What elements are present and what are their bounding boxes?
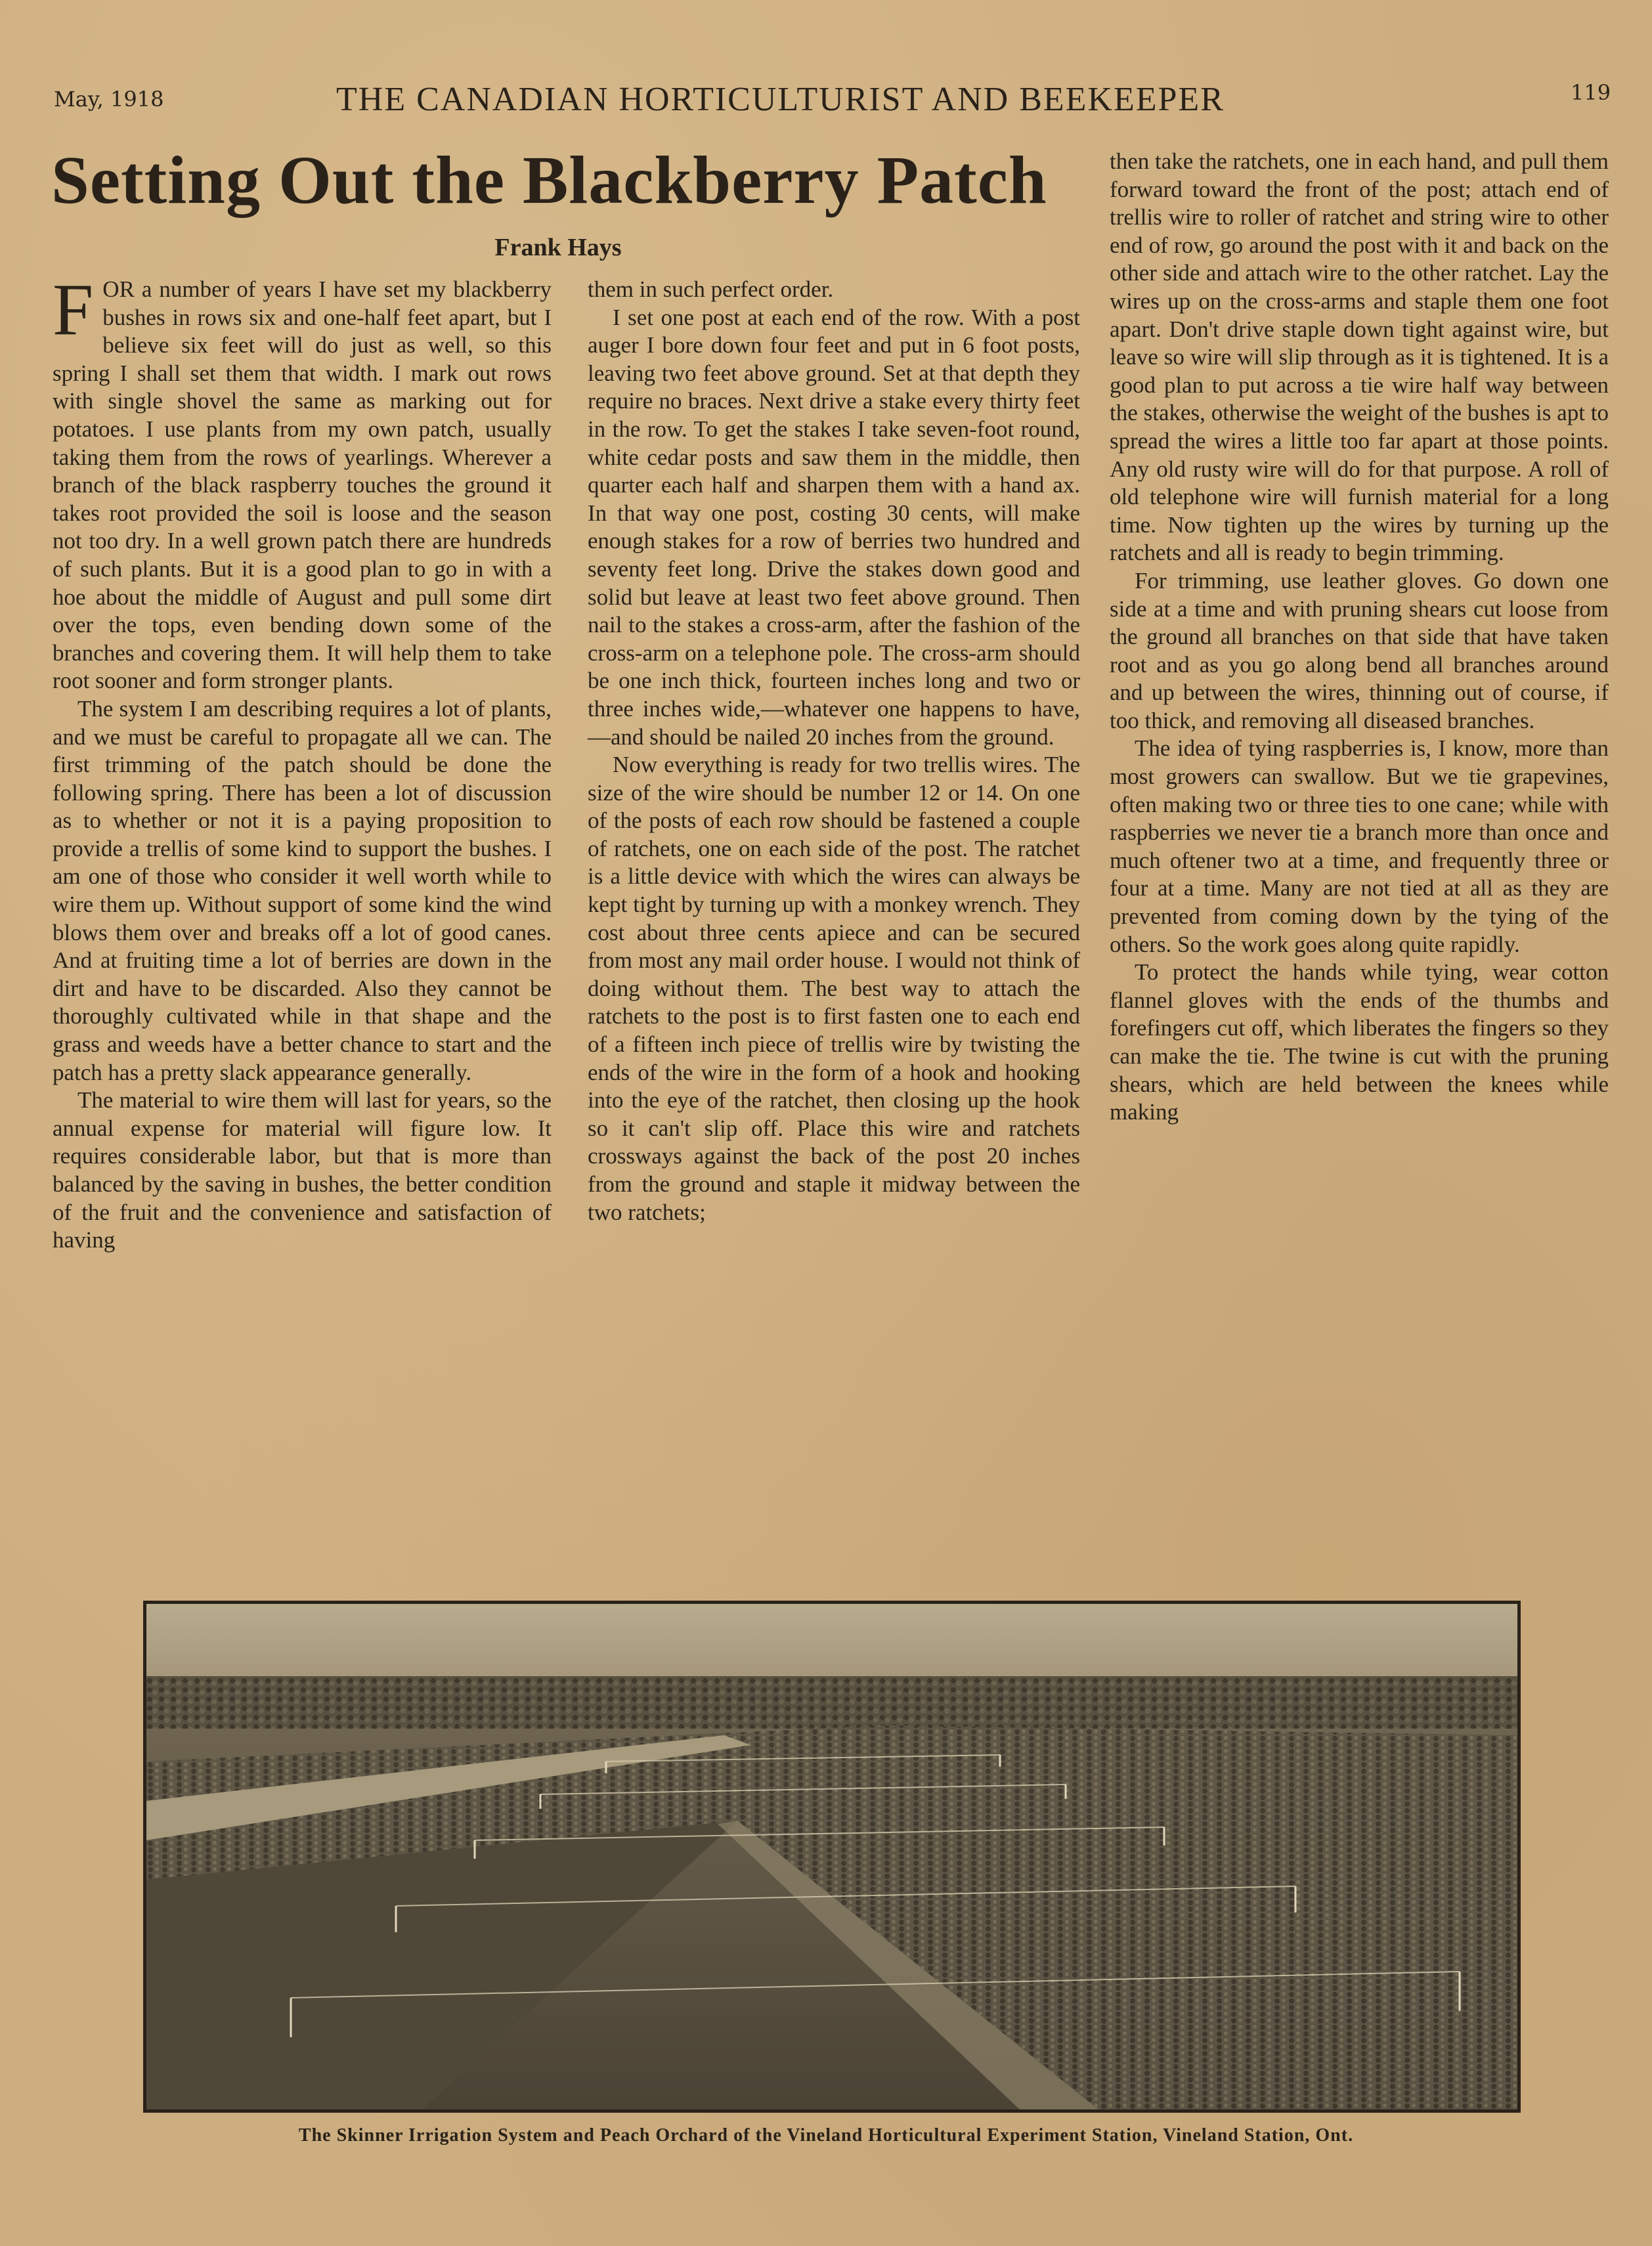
paragraph: The idea of tying raspberries is, I know, more than most growers can swallow. But we tie grapevines, often making two or three ties to one cane; while with raspberries we never tie a branch more than once and much oftener two at a time, and frequently three or four at a time. Many are not tied at all as they are prevented from coming down by the tying of the others. So the work goes along quite rapidly.	[1110, 735, 1609, 957]
issue-date: May, 1918	[54, 87, 164, 112]
paragraph: For trimming, use leather gloves. Go down one side at a time and with pruning shears cut loose from the ground all branches on that side that have taken root and as you go along bend all branches around and up between the wires, thinning out of course, if too thick, and removing all diseased branches.	[1110, 567, 1609, 733]
paragraph: The material to wire them will last for years, so the annual expense for material will figure low. It requires considerable labor, but that is more than balanced by the saving in bushes, the better condition of the fruit and the convenience and satisfaction of having	[53, 1087, 552, 1253]
paragraph	[53, 269, 552, 695]
paragraph: then take the ratchets, one in each hand, and pull them forward toward the front of the post; attach end of trellis wire to roller of ratchet and string wire to other end of row, go around the post with it and back on the other side and attach wire to the other ratchet. Lay the wires up on the cross-arms and staple them one foot apart. Don't drive staple down tight against wire, but leave so wire will slip through as it is tightened. It is a good plan to put across a tie wire half way between the stakes, otherwise the weight of the bushes is apt to spread the wires a little too far apart at those points. Any old rusty wire will do for that purpose. A roll of old telephone wire will furnish material for a long time. Now tighten up the wires by turning up the ratchets and all is ready to begin trimming.	[1110, 148, 1609, 566]
distant-orchard	[146, 1676, 1517, 1729]
paragraph-text: OR a number of years I have set my blackberry bushes in rows six and one-half feet apart, but I believe six feet will do just as well, so this spring I shall set them that width. I mark out rows with single shovel the same as marking out for potatoes. I use plants from my own patch, usually taking them from the rows of yearlings. Wherever a branch of the black raspberry touches the ground it takes root provided the soil is loose and the season not too dry. In a well grown patch there are hundreds of such plants. But it is a good plan to go in with a hoe about the middle of August and pull some dirt over the tops, even bending down some of the branches and covering them. It will help them to take root sooner and form stronger plants.	[53, 276, 552, 694]
paragraph: Now everything is ready for two trellis wires. The size of the wire should be number 12 or 14. On one of the posts of each row should be fastened a couple of ratchets, one on each side of the post. The ratchet is a little device with which the wires can always be kept tight by turning up with a monkey wrench. They cost about three cents apiece and can be secured from most any mail order house. I would not think of doing without them. The best way to attach the ratchets to the post is to first fasten one to each end of a fifteen inch piece of trellis wire by twisting the ends of the wire in the form of a hook and hooking into the eye of the ratchet, then closing up the hook so it can't slip off. Place this wire and ratchets crossways against the back of the post 20 inches from the ground and staple it midway between the two ratchets;	[588, 752, 1080, 1225]
paragraph: them in such perfect order.	[588, 276, 834, 302]
page-number: 119	[1571, 80, 1611, 105]
article-title: Setting Out the Blackberry Patch	[51, 142, 1047, 218]
paragraph: I set one post at each end of the row. With a post auger I bore down four feet and put in 6 foot posts, leaving two feet above ground. Set at that depth they require no braces. Next drive a stake every thirty feet in the row. To get the stakes I take seven-foot round, white cedar posts and saw them in the middle, then quarter each half and sharpen them with a hand ax. In that way one post, costing 30 cents, will make enough stakes for a row of berries two hundred and seventy feet long. Drive the stakes down good and solid but leave at least two feet above ground. Then nail to the stakes a cross-arm, after the fashion of the cross-arm on a telephone pole. The cross-arm should be one inch thick, fourteen inches long and two or three inches wide,—whatever one happens to have,—and should be nailed 20 inches from the ground.	[588, 304, 1080, 750]
drop-cap: F	[53, 269, 94, 351]
article-column-2	[588, 276, 1080, 1582]
article-column-1	[53, 269, 552, 1582]
paragraph: The system I am describing requires a lot of plants, and we must be careful to propagate all we can. The first trimming of the patch should be done the following spring. There has been a lot of discussion as to whether or not it is a paying proposition to provide a trellis of some kind to support the bushes. I am one of those who consider it well worth while to wire them up. Without support of some kind the wind blows them over and breaks off a lot of good canes. And at fruiting time a lot of berries are down in the dirt and have to be discarded. Also they cannot be thoroughly cultivated while in that shape and the grass and weeds have a better chance to start and the patch has a pretty slack appearance generally.	[53, 695, 552, 1085]
orchard-photo-image	[146, 1604, 1517, 2109]
paragraph: To protect the hands while tying, wear cotton flannel gloves with the ends of the thumbs and forefingers cut off, which liberates the fingers so they can make the tie. The twine is cut with the pruning shears, which are held between the knees while making	[1110, 959, 1609, 1125]
article-column-3	[1110, 148, 1609, 1582]
magazine-title: THE CANADIAN HORTICULTURIST AND BEEKEEPER	[336, 81, 1225, 118]
photo-caption: The Skinner Irrigation System and Peach Orchard of the Vineland Horticultural Experiment Station, Vineland Station, Ont.	[298, 2125, 1354, 2146]
article-author: Frank Hays	[494, 234, 622, 261]
orchard-photo	[143, 1601, 1521, 2113]
